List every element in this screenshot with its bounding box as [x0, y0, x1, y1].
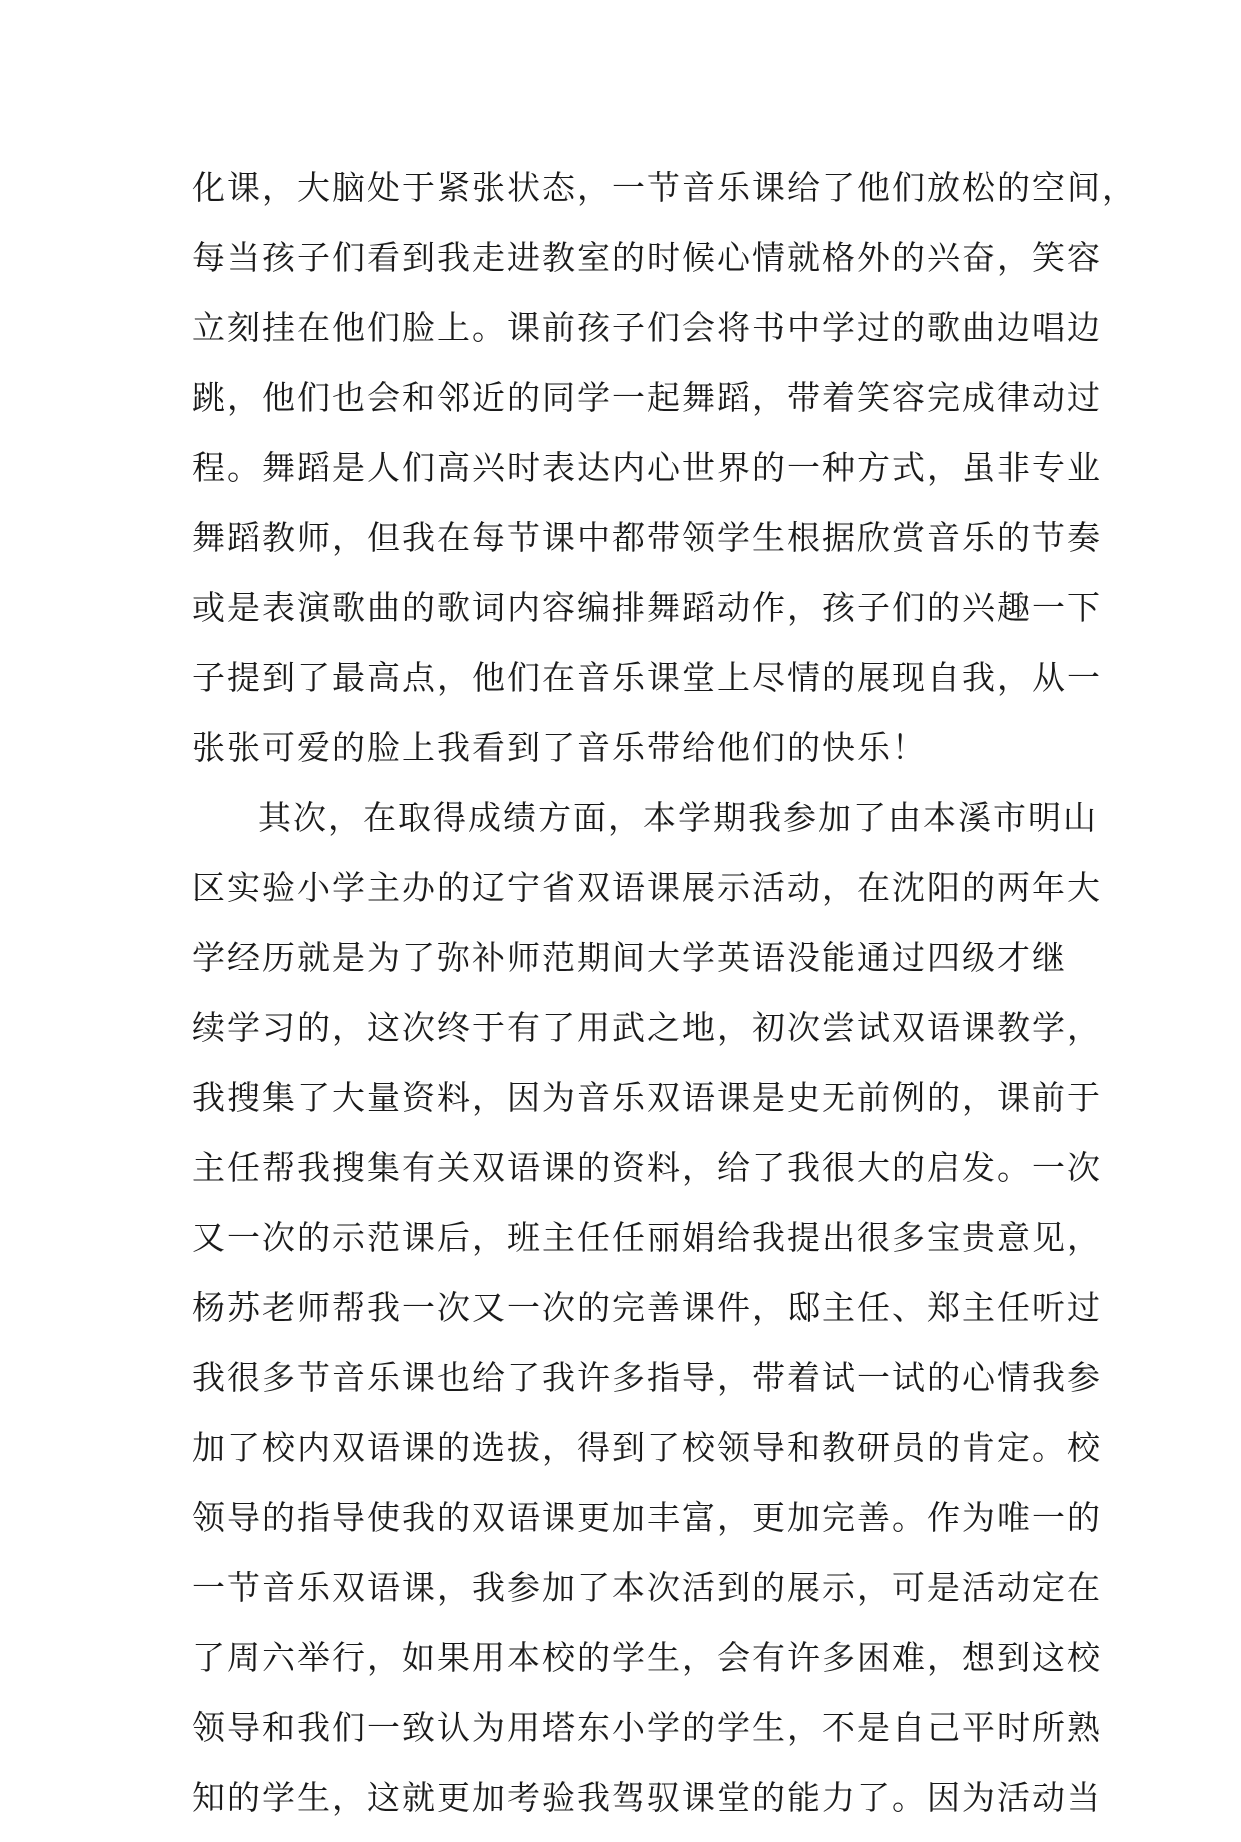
text-line: 子提到了最高点，他们在音乐课堂上尽情的展现自我，从一	[192, 658, 1102, 697]
text-line: 我很多节音乐课也给了我许多指导，带着试一试的心情我参	[192, 1358, 1102, 1397]
text-line: 化课，大脑处于紧张状态，一节音乐课给了他们放松的空间，	[192, 168, 1137, 207]
text-line: 跳，他们也会和邻近的同学一起舞蹈，带着笑容完成律动过	[192, 378, 1102, 417]
text-line: 程。舞蹈是人们高兴时表达内心世界的一种方式，虽非专业	[192, 448, 1102, 487]
text-line: 加了校内双语课的选拔，得到了校领导和教研员的肯定。校	[192, 1428, 1102, 1467]
text-line: 立刻挂在他们脸上。课前孩子们会将书中学过的歌曲边唱边	[192, 308, 1102, 347]
text-line: 学经历就是为了弥补师范期间大学英语没能通过四级才继	[192, 938, 1067, 977]
text-line: 杨苏老师帮我一次又一次的完善课件，邸主任、郑主任听过	[192, 1288, 1102, 1327]
text-line: 知的学生，这就更加考验我驾驭课堂的能力了。因为活动当	[192, 1778, 1102, 1817]
text-line: 领导的指导使我的双语课更加丰富，更加完善。作为唯一的	[192, 1498, 1102, 1537]
text-line: 舞蹈教师，但我在每节课中都带领学生根据欣赏音乐的节奏	[192, 518, 1102, 557]
text-line: 或是表演歌曲的歌词内容编排舞蹈动作，孩子们的兴趣一下	[192, 588, 1102, 627]
body-text	[192, 162, 1137, 1842]
text-line: 领导和我们一致认为用塔东小学的学生，不是自己平时所熟	[192, 1708, 1102, 1747]
text-line: 每当孩子们看到我走进教室的时候心情就格外的兴奋，笑容	[192, 238, 1102, 277]
paragraph-start-line: 其次，在取得成绩方面，本学期我参加了由本溪市明山	[258, 798, 1098, 837]
text-line: 我搜集了大量资料，因为音乐双语课是史无前例的，课前于	[192, 1078, 1102, 1117]
text-line: 了周六举行，如果用本校的学生，会有许多困难，想到这校	[192, 1638, 1102, 1677]
paragraph-end-line: 张张可爱的脸上我看到了音乐带给他们的快乐！	[192, 728, 927, 767]
text-line: 一节音乐双语课，我参加了本次活到的展示，可是活动定在	[192, 1568, 1102, 1607]
text-line: 续学习的，这次终于有了用武之地，初次尝试双语课教学，	[192, 1008, 1102, 1047]
text-line: 又一次的示范课后，班主任任丽娟给我提出很多宝贵意见，	[192, 1218, 1102, 1257]
text-line: 区实验小学主办的辽宁省双语课展示活动，在沈阳的两年大	[192, 868, 1102, 907]
text-line: 主任帮我搜集有关双语课的资料，给了我很大的启发。一次	[192, 1148, 1102, 1187]
